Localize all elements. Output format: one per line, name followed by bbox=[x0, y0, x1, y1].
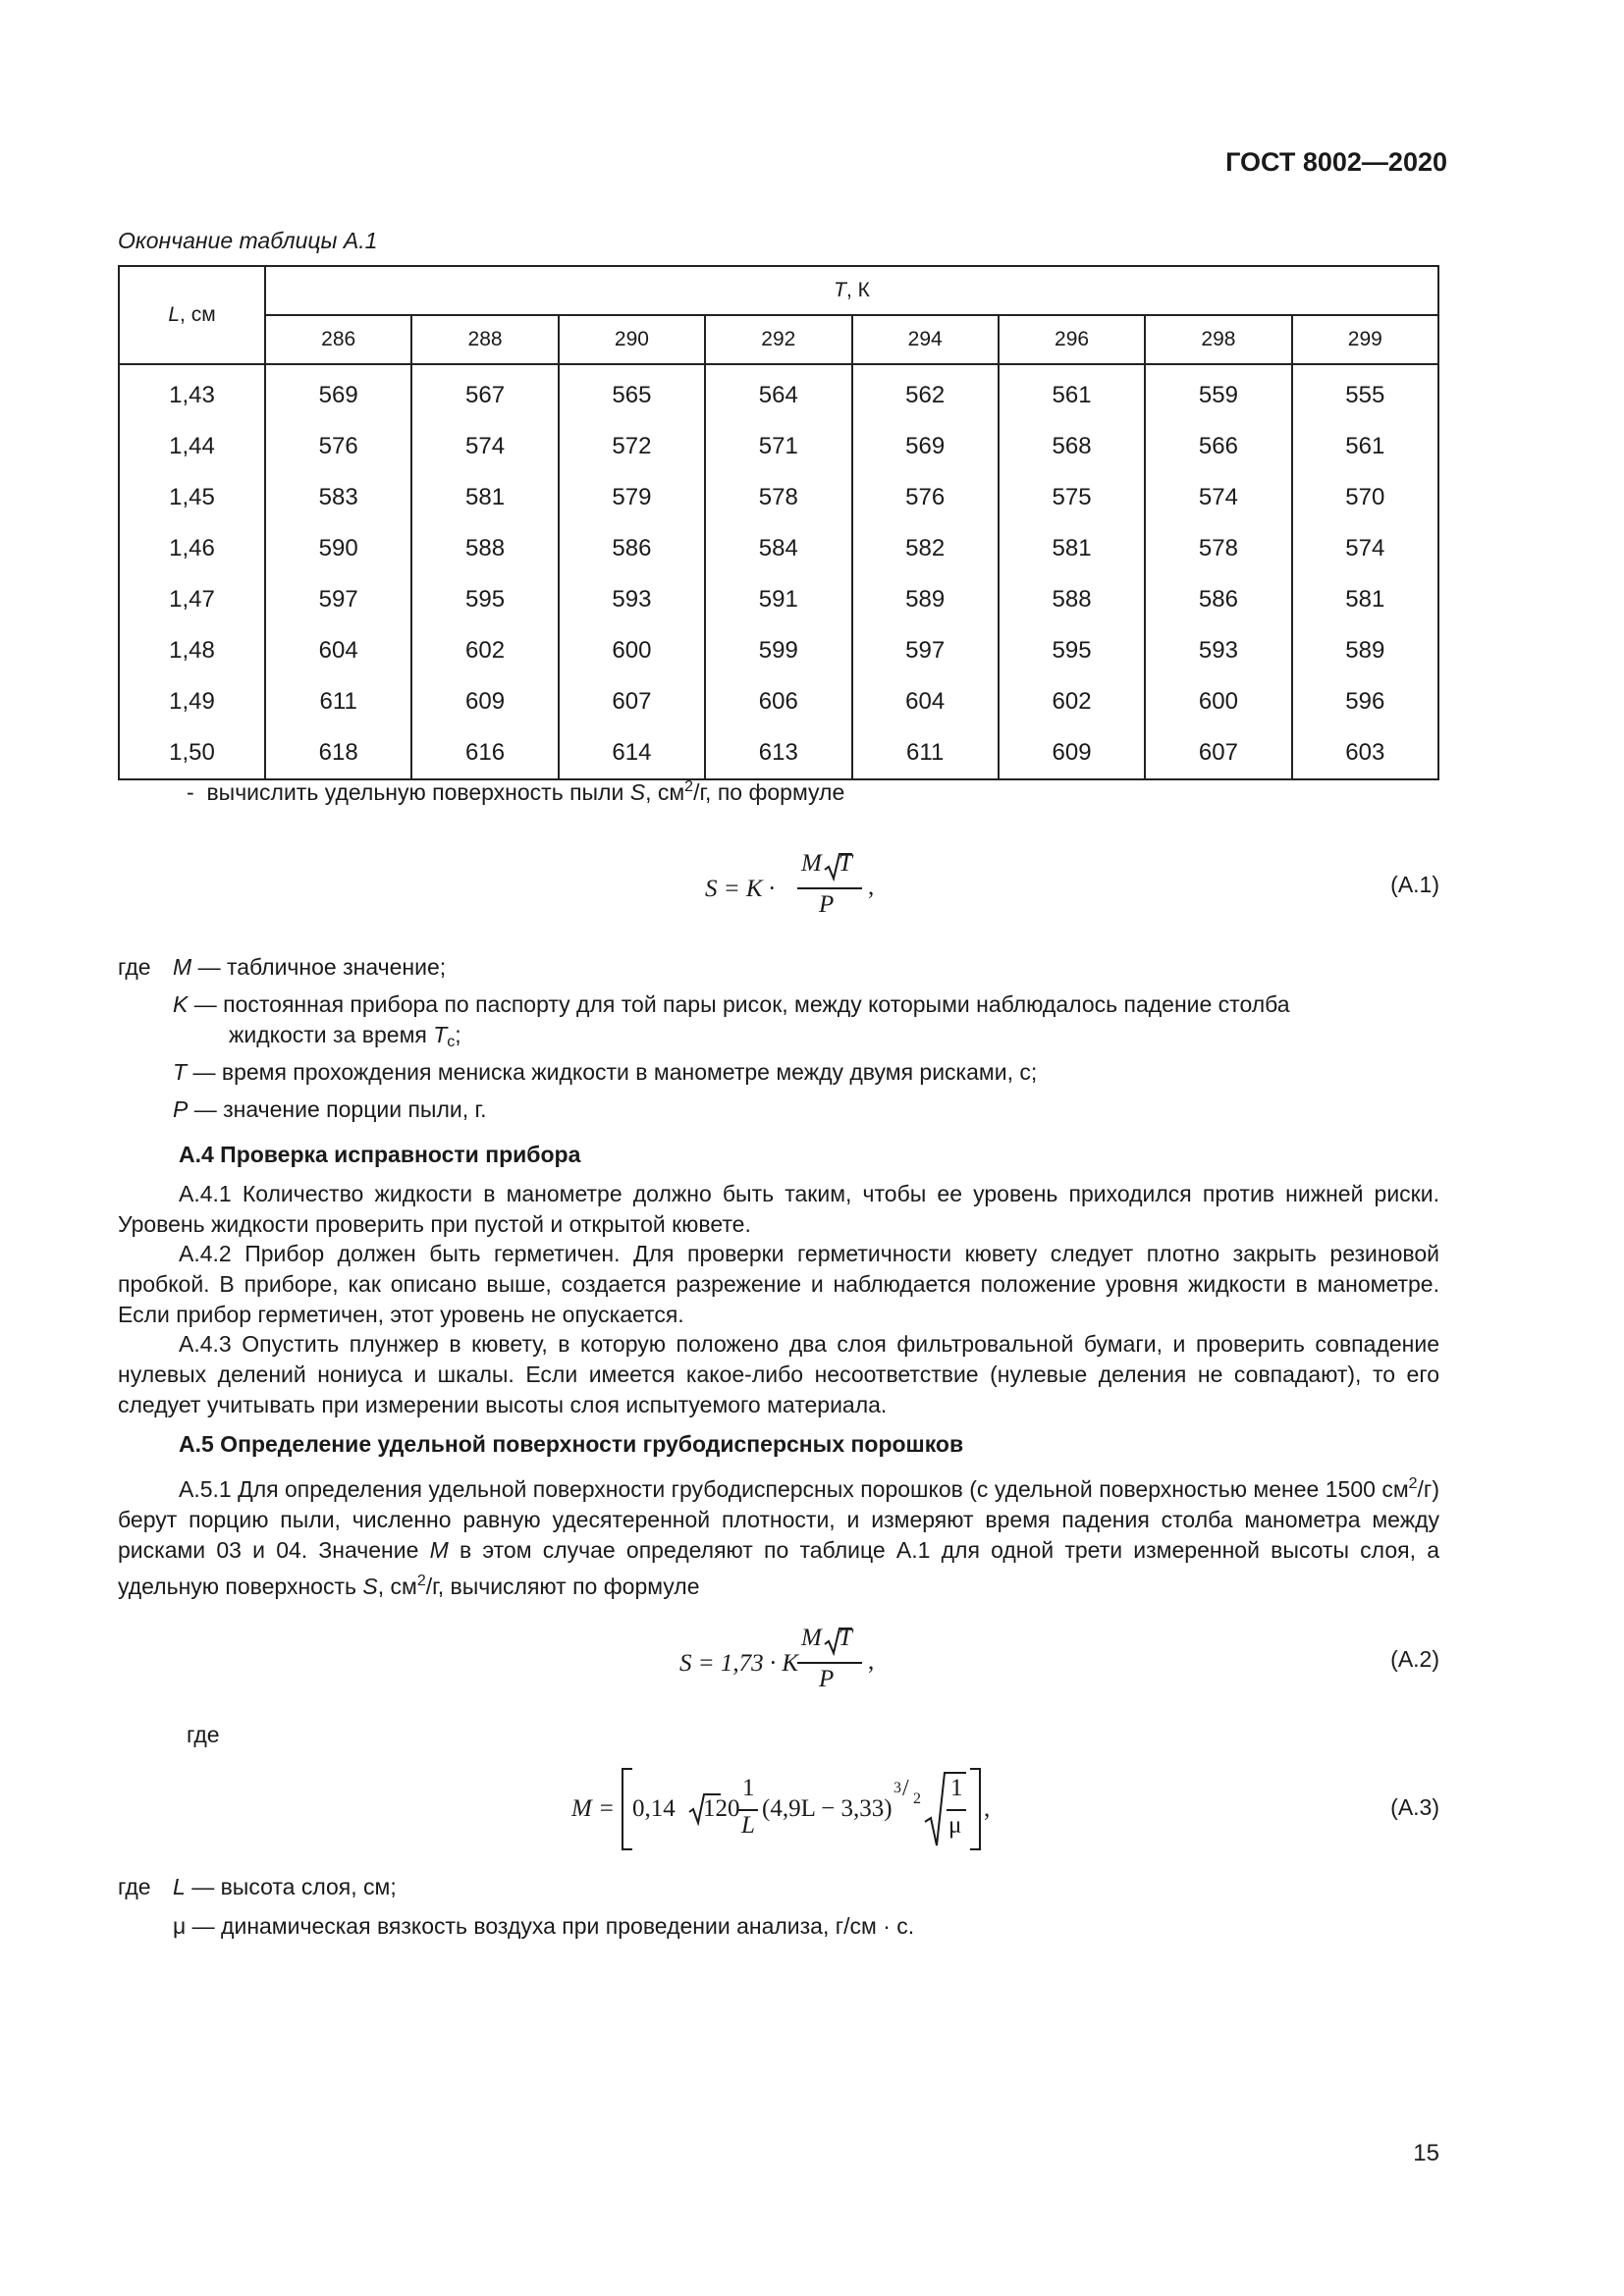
cell-value: 567 bbox=[411, 364, 558, 421]
def-m: M — табличное значение; bbox=[173, 954, 447, 980]
cell-value: 570 bbox=[1292, 472, 1438, 523]
cell-value: 581 bbox=[411, 472, 558, 523]
col-header-temp: 290 bbox=[559, 315, 705, 364]
cell-value: 611 bbox=[852, 727, 999, 779]
standard-number: ГОСТ 8002—2020 bbox=[1225, 147, 1447, 177]
cell-value: 576 bbox=[852, 472, 999, 523]
col-header-t-group: T, К bbox=[265, 266, 1438, 315]
eq1-lhs: S = K · bbox=[705, 876, 776, 902]
cell-value: 576 bbox=[265, 421, 411, 472]
table-row bbox=[119, 727, 1438, 779]
eq2-num-t: T bbox=[839, 1625, 852, 1651]
cell-value: 574 bbox=[1292, 523, 1438, 574]
cell-value: 600 bbox=[1145, 676, 1291, 727]
def-t: T — время прохождения мениска жидкости в манометре между двумя рисками, с; bbox=[173, 1059, 1038, 1085]
cell-value: 607 bbox=[1145, 727, 1291, 779]
cell-value: 595 bbox=[411, 574, 558, 625]
bullet-formula-intro: - вычислить удельную поверхность пыли S, $см^2/г$, по формуле bbox=[187, 778, 845, 805]
eq2-den: P bbox=[819, 1666, 835, 1692]
cell-value: 586 bbox=[559, 523, 705, 574]
cell-l: 1,45 bbox=[119, 472, 265, 523]
cell-value: 569 bbox=[265, 364, 411, 421]
col-header-temp: 286 bbox=[265, 315, 411, 364]
cell-value: 614 bbox=[559, 727, 705, 779]
paragraph-a4-2: А.4.2 Прибор должен быть герметичен. Для проверки герметичности кювету следует плотно закрыть резиновой пробкой. В приборе, как описано выше, создается разрежение и наблюдается положение уровня жидкости в манометре. Если прибор герметичен, этот уровень не опускается. bbox=[118, 1241, 1439, 1327]
def-k: K — постоянная прибора по паспорту для той пары рисок, между которыми наблюдалось падение столба bbox=[173, 991, 1290, 1017]
table-header-row-2 bbox=[119, 315, 1438, 364]
cell-l: 1,47 bbox=[119, 574, 265, 625]
cell-value: 568 bbox=[999, 421, 1145, 472]
section-a4-title: А.4 Проверка исправности прибора bbox=[179, 1142, 581, 1167]
table-caption: Окончание таблицы А.1 bbox=[118, 228, 378, 253]
cell-value: 604 bbox=[852, 676, 999, 727]
cell-value: 571 bbox=[705, 421, 851, 472]
eq3-root2-bar bbox=[947, 1809, 966, 1811]
eq1-num-m: M bbox=[801, 850, 822, 877]
cell-value: 582 bbox=[852, 523, 999, 574]
cell-value: 588 bbox=[411, 523, 558, 574]
eq1-den: P bbox=[819, 891, 835, 918]
cell-l: 1,49 bbox=[119, 676, 265, 727]
cell-value: 564 bbox=[705, 364, 851, 421]
table-row bbox=[119, 421, 1438, 472]
equation-a1 bbox=[705, 850, 921, 929]
col-header-temp: 296 bbox=[999, 315, 1145, 364]
eq2-num-m: M bbox=[801, 1625, 822, 1651]
cell-value: 575 bbox=[999, 472, 1145, 523]
cell-value: 597 bbox=[265, 574, 411, 625]
cell-value: 589 bbox=[852, 574, 999, 625]
col-header-l: L, см bbox=[119, 266, 265, 364]
col-header-temp: 299 bbox=[1292, 315, 1438, 364]
cell-value: 609 bbox=[999, 727, 1145, 779]
def-l: L — высота слоя, см; bbox=[173, 1874, 397, 1899]
def-mu: μ — динамическая вязкость воздуха при проведении анализа, г/см · с. bbox=[173, 1913, 915, 1939]
cell-value: 574 bbox=[411, 421, 558, 472]
cell-value: 572 bbox=[559, 421, 705, 472]
cell-value: 593 bbox=[1145, 625, 1291, 676]
eq3-right-bracket bbox=[968, 1767, 984, 1851]
table-row bbox=[119, 523, 1438, 574]
cell-value: 581 bbox=[1292, 574, 1438, 625]
cell-value: 596 bbox=[1292, 676, 1438, 727]
equation-a2 bbox=[679, 1625, 915, 1703]
eq3-exp-num: 3 bbox=[893, 1780, 901, 1796]
cell-value: 578 bbox=[705, 472, 851, 523]
cell-value: 578 bbox=[1145, 523, 1291, 574]
cell-value: 581 bbox=[999, 523, 1145, 574]
cell-value: 584 bbox=[705, 523, 851, 574]
table-row bbox=[119, 676, 1438, 727]
cell-value: 561 bbox=[1292, 421, 1438, 472]
cell-value: 565 bbox=[559, 364, 705, 421]
equation-number-a3: (А.3) bbox=[1390, 1794, 1439, 1820]
cell-value: 600 bbox=[559, 625, 705, 676]
eq1-num-t: T bbox=[839, 850, 852, 877]
table-row bbox=[119, 472, 1438, 523]
eq3-root-arg: 120 bbox=[703, 1795, 740, 1822]
eq3-exp-den: 2 bbox=[913, 1790, 921, 1807]
eq3-fraction-bar bbox=[738, 1809, 758, 1811]
cell-value: 562 bbox=[852, 364, 999, 421]
table-row bbox=[119, 364, 1438, 421]
cell-l: 1,44 bbox=[119, 421, 265, 472]
cell-value: 599 bbox=[705, 625, 851, 676]
col-header-temp: 292 bbox=[705, 315, 851, 364]
cell-value: 583 bbox=[265, 472, 411, 523]
page-number: 15 bbox=[1413, 2140, 1439, 2166]
cell-l: 1,50 bbox=[119, 727, 265, 779]
eq1-fraction-bar bbox=[797, 887, 862, 889]
paragraph-a5-1: А.5.1 Для определения удельной поверхности грубодисперсных порошков (с удельной поверхностью менее 1500 $см^2/г$) берут порцию пыли, численно равную удесятеренной плотности, и измеряют время падения столба манометра между рисками 03 и 04. Значение M в этом случае определяют по таблице А.1 для одной трети измеренной высоты слоя, а удельную поверхность S, $см^2/г$, вычисляют по формуле bbox=[118, 1475, 1439, 1599]
cell-value: 555 bbox=[1292, 364, 1438, 421]
paragraph-a4-1: А.4.1 Количество жидкости в манометре должно быть таким, чтобы ее уровень приходился против нижней риски. Уровень жидкости проверить при пустой и открытой кювете. bbox=[118, 1181, 1439, 1237]
def-prefix: где bbox=[118, 954, 151, 980]
equation-number-a2: (А.2) bbox=[1390, 1646, 1439, 1672]
cell-value: 602 bbox=[999, 676, 1145, 727]
cell-value: 611 bbox=[265, 676, 411, 727]
cell-value: 559 bbox=[1145, 364, 1291, 421]
cell-value: 609 bbox=[411, 676, 558, 727]
cell-value: 593 bbox=[559, 574, 705, 625]
cell-l: 1,46 bbox=[119, 523, 265, 574]
cell-value: 616 bbox=[411, 727, 558, 779]
eq3-frac-num: 1 bbox=[742, 1775, 755, 1801]
eq3-root2-num: 1 bbox=[950, 1775, 963, 1801]
eq3-tail: , bbox=[984, 1795, 991, 1822]
eq3-paren: (4,9L − 3,33) bbox=[762, 1795, 893, 1822]
cell-value: 618 bbox=[265, 727, 411, 779]
cell-l: 1,48 bbox=[119, 625, 265, 676]
eq3-frac-den: L bbox=[741, 1812, 755, 1839]
cell-value: 561 bbox=[999, 364, 1145, 421]
col-header-temp: 288 bbox=[411, 315, 558, 364]
cell-value: 591 bbox=[705, 574, 851, 625]
cell-value: 603 bbox=[1292, 727, 1438, 779]
section-a5-title: А.5 Определение удельной поверхности грубодисперсных порошков bbox=[179, 1431, 964, 1457]
cell-value: 606 bbox=[705, 676, 851, 727]
cell-l: 1,43 bbox=[119, 364, 265, 421]
table-row bbox=[119, 625, 1438, 676]
cell-value: 589 bbox=[1292, 625, 1438, 676]
table-body bbox=[119, 364, 1438, 779]
table-row bbox=[119, 574, 1438, 625]
cell-value: 602 bbox=[411, 625, 558, 676]
cell-value: 597 bbox=[852, 625, 999, 676]
eq3-root2-den: μ bbox=[948, 1812, 962, 1839]
col-header-temp: 294 bbox=[852, 315, 999, 364]
cell-value: 588 bbox=[999, 574, 1145, 625]
cell-value: 613 bbox=[705, 727, 851, 779]
cell-value: 595 bbox=[999, 625, 1145, 676]
def-p: P — значение порции пыли, г. bbox=[173, 1096, 487, 1122]
col-header-temp: 298 bbox=[1145, 315, 1291, 364]
equation-a3: M = 0,14 120 1 L (4,9L − 3,33) 3 / 2 1 μ , bbox=[571, 1767, 1003, 1855]
cell-value: 579 bbox=[559, 472, 705, 523]
where-label: где bbox=[187, 1722, 220, 1747]
eq3-lhs: M = bbox=[571, 1795, 615, 1822]
paragraph-a4-3: А.4.3 Опустить плунжер в кювету, в которую положено два слоя фильтровальной бумаги, и проверить совпадение нулевых делений нониуса и шкалы. Если имеется какое-либо несоответствие (нулевые деления не совпадают), то его следует учитывать при измерении высоты слоя испытуемого материала. bbox=[118, 1331, 1439, 1417]
eq2-fraction-bar bbox=[797, 1662, 862, 1664]
eq3-coef: 0,14 bbox=[632, 1795, 676, 1822]
def-k-cont: жидкости за время $T_с$; bbox=[229, 1022, 461, 1050]
eq1-tail: , bbox=[868, 874, 875, 900]
eq2-tail: , bbox=[868, 1648, 875, 1675]
cell-value: 604 bbox=[265, 625, 411, 676]
cell-value: 569 bbox=[852, 421, 999, 472]
table-header-row-1 bbox=[119, 266, 1438, 315]
cell-value: 566 bbox=[1145, 421, 1291, 472]
table-a1 bbox=[118, 265, 1439, 780]
cell-value: 586 bbox=[1145, 574, 1291, 625]
cell-value: 607 bbox=[559, 676, 705, 727]
cell-value: 590 bbox=[265, 523, 411, 574]
cell-value: 574 bbox=[1145, 472, 1291, 523]
equation-number-a1: (А.1) bbox=[1390, 872, 1439, 897]
def2-prefix: где bbox=[118, 1874, 151, 1899]
eq2-lhs: S = 1,73 · K bbox=[679, 1650, 799, 1677]
